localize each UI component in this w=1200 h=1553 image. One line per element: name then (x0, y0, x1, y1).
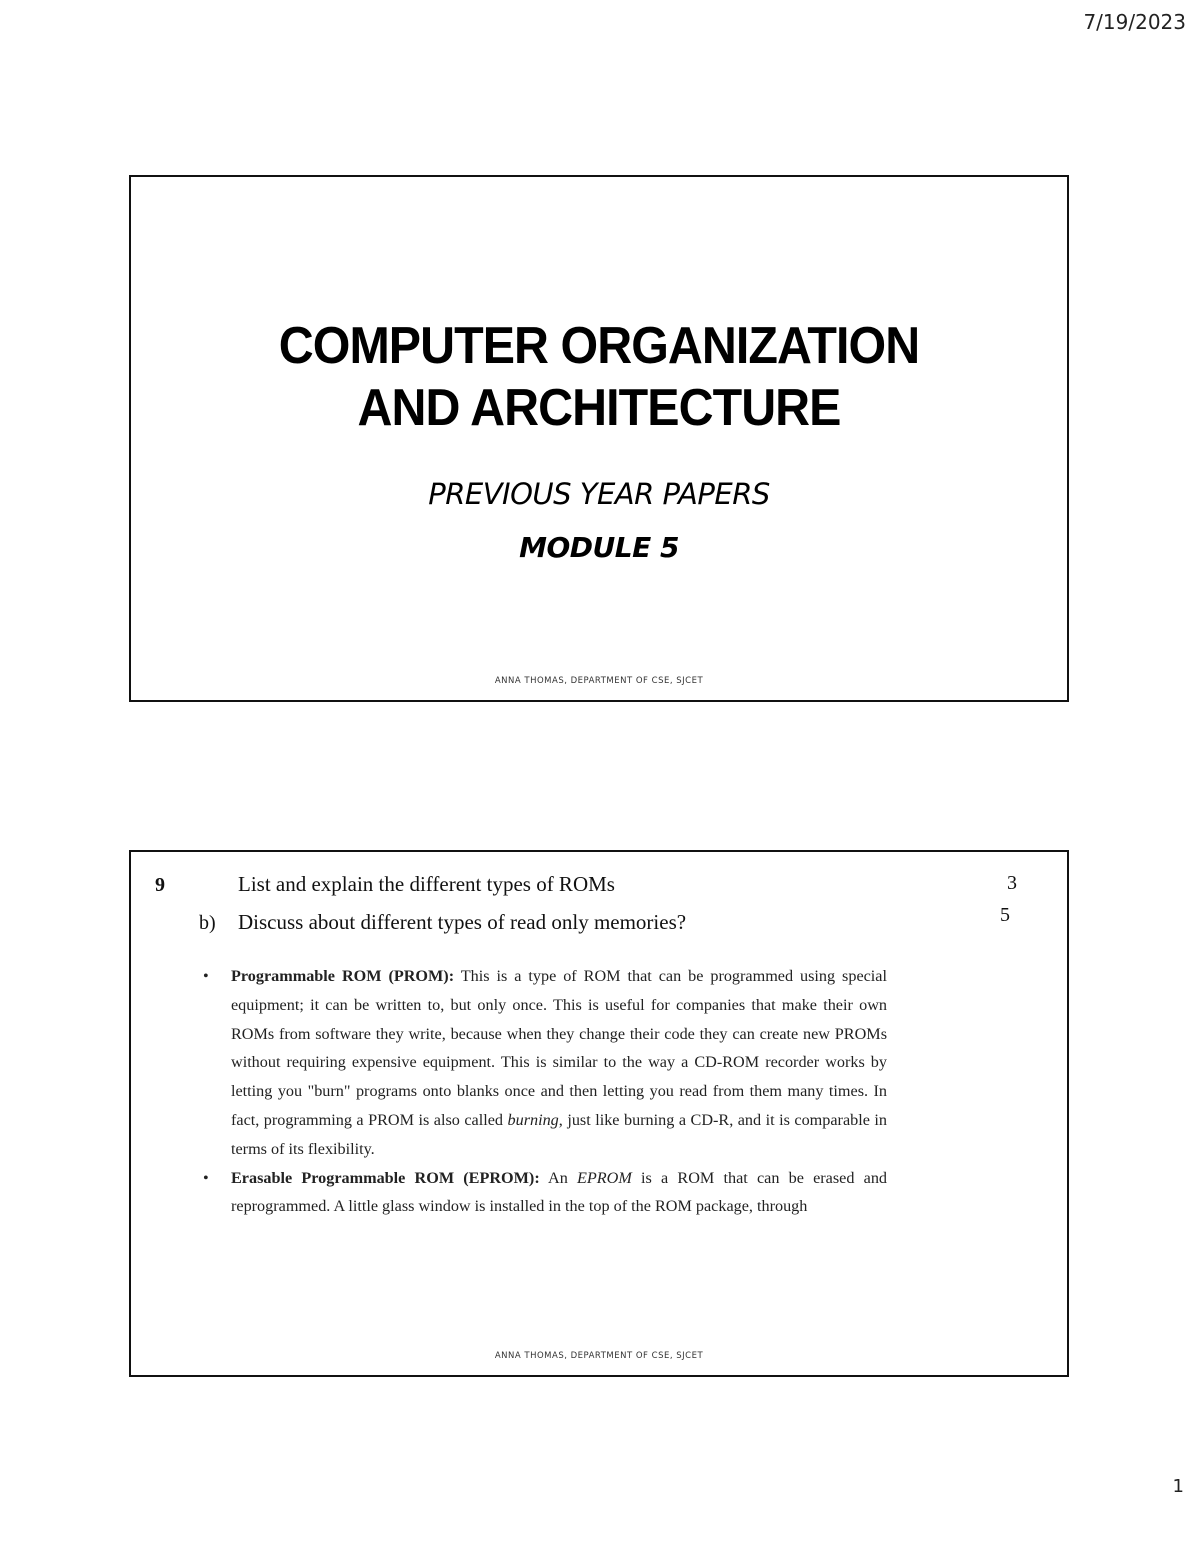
bullet-icon: • (203, 967, 209, 985)
slide-title-line-1: COMPUTER ORGANIZATION (278, 317, 920, 375)
slide-footer: ANNA THOMAS, DEPARTMENT OF CSE, SJCET (494, 1351, 704, 1361)
slide-module-label: MODULE 5 (519, 531, 679, 564)
item-body-end: is a ROM that can be erased and reprogrammed. A little glass window is installed in the top of the ROM package, through (231, 1168, 888, 1216)
page-number: 1 (1172, 1476, 1184, 1497)
item-body: An (539, 1168, 578, 1187)
slide-title (164, 315, 1034, 439)
item-emphasis: burning (507, 1110, 559, 1129)
bullet-icon: • (203, 1168, 209, 1187)
question-text: List and explain the different types of ROMs (238, 872, 615, 896)
answer-body (201, 962, 887, 1221)
item-term: Erasable Programmable ROM (EPROM): (231, 1168, 540, 1187)
list-item (201, 1164, 887, 1222)
title-slide (129, 175, 1069, 702)
item-body: This is a type of ROM that can be programmed using special equipment; it can be written to, but only once. This is useful for companies that make their own ROMs from software they write, because when they change their code they can create new PROMs without requiring expensive equipment. This is similar to the way a CD-ROM recorder works by letting you "burn" programs onto blanks once and then letting you read from them many times. In fact, programming a PROM is also called (231, 967, 887, 1129)
item-emphasis: EPROM (577, 1168, 632, 1187)
list-item (201, 962, 887, 1164)
item-term: Programmable ROM (PROM): (231, 967, 455, 985)
sub-question-label: b) (199, 912, 216, 934)
question-number: 9 (155, 874, 165, 896)
slide-subtitle: PREVIOUS YEAR PAPERS (428, 477, 770, 511)
item-body-end: , just like burning a CD-R, and it is comparable in terms of its flexibility. (231, 1110, 887, 1158)
slide-title-line-2: AND ARCHITECTURE (357, 379, 841, 437)
question-marks: 3 (1007, 872, 1017, 894)
question-slide (129, 850, 1069, 1377)
page-date: 7/19/2023 (1083, 10, 1186, 34)
slide-footer: ANNA THOMAS, DEPARTMENT OF CSE, SJCET (494, 676, 704, 686)
answer-list (201, 962, 887, 1221)
sub-question-text: Discuss about different types of read only memories? (238, 910, 687, 934)
sub-question-marks: 5 (1000, 904, 1010, 926)
